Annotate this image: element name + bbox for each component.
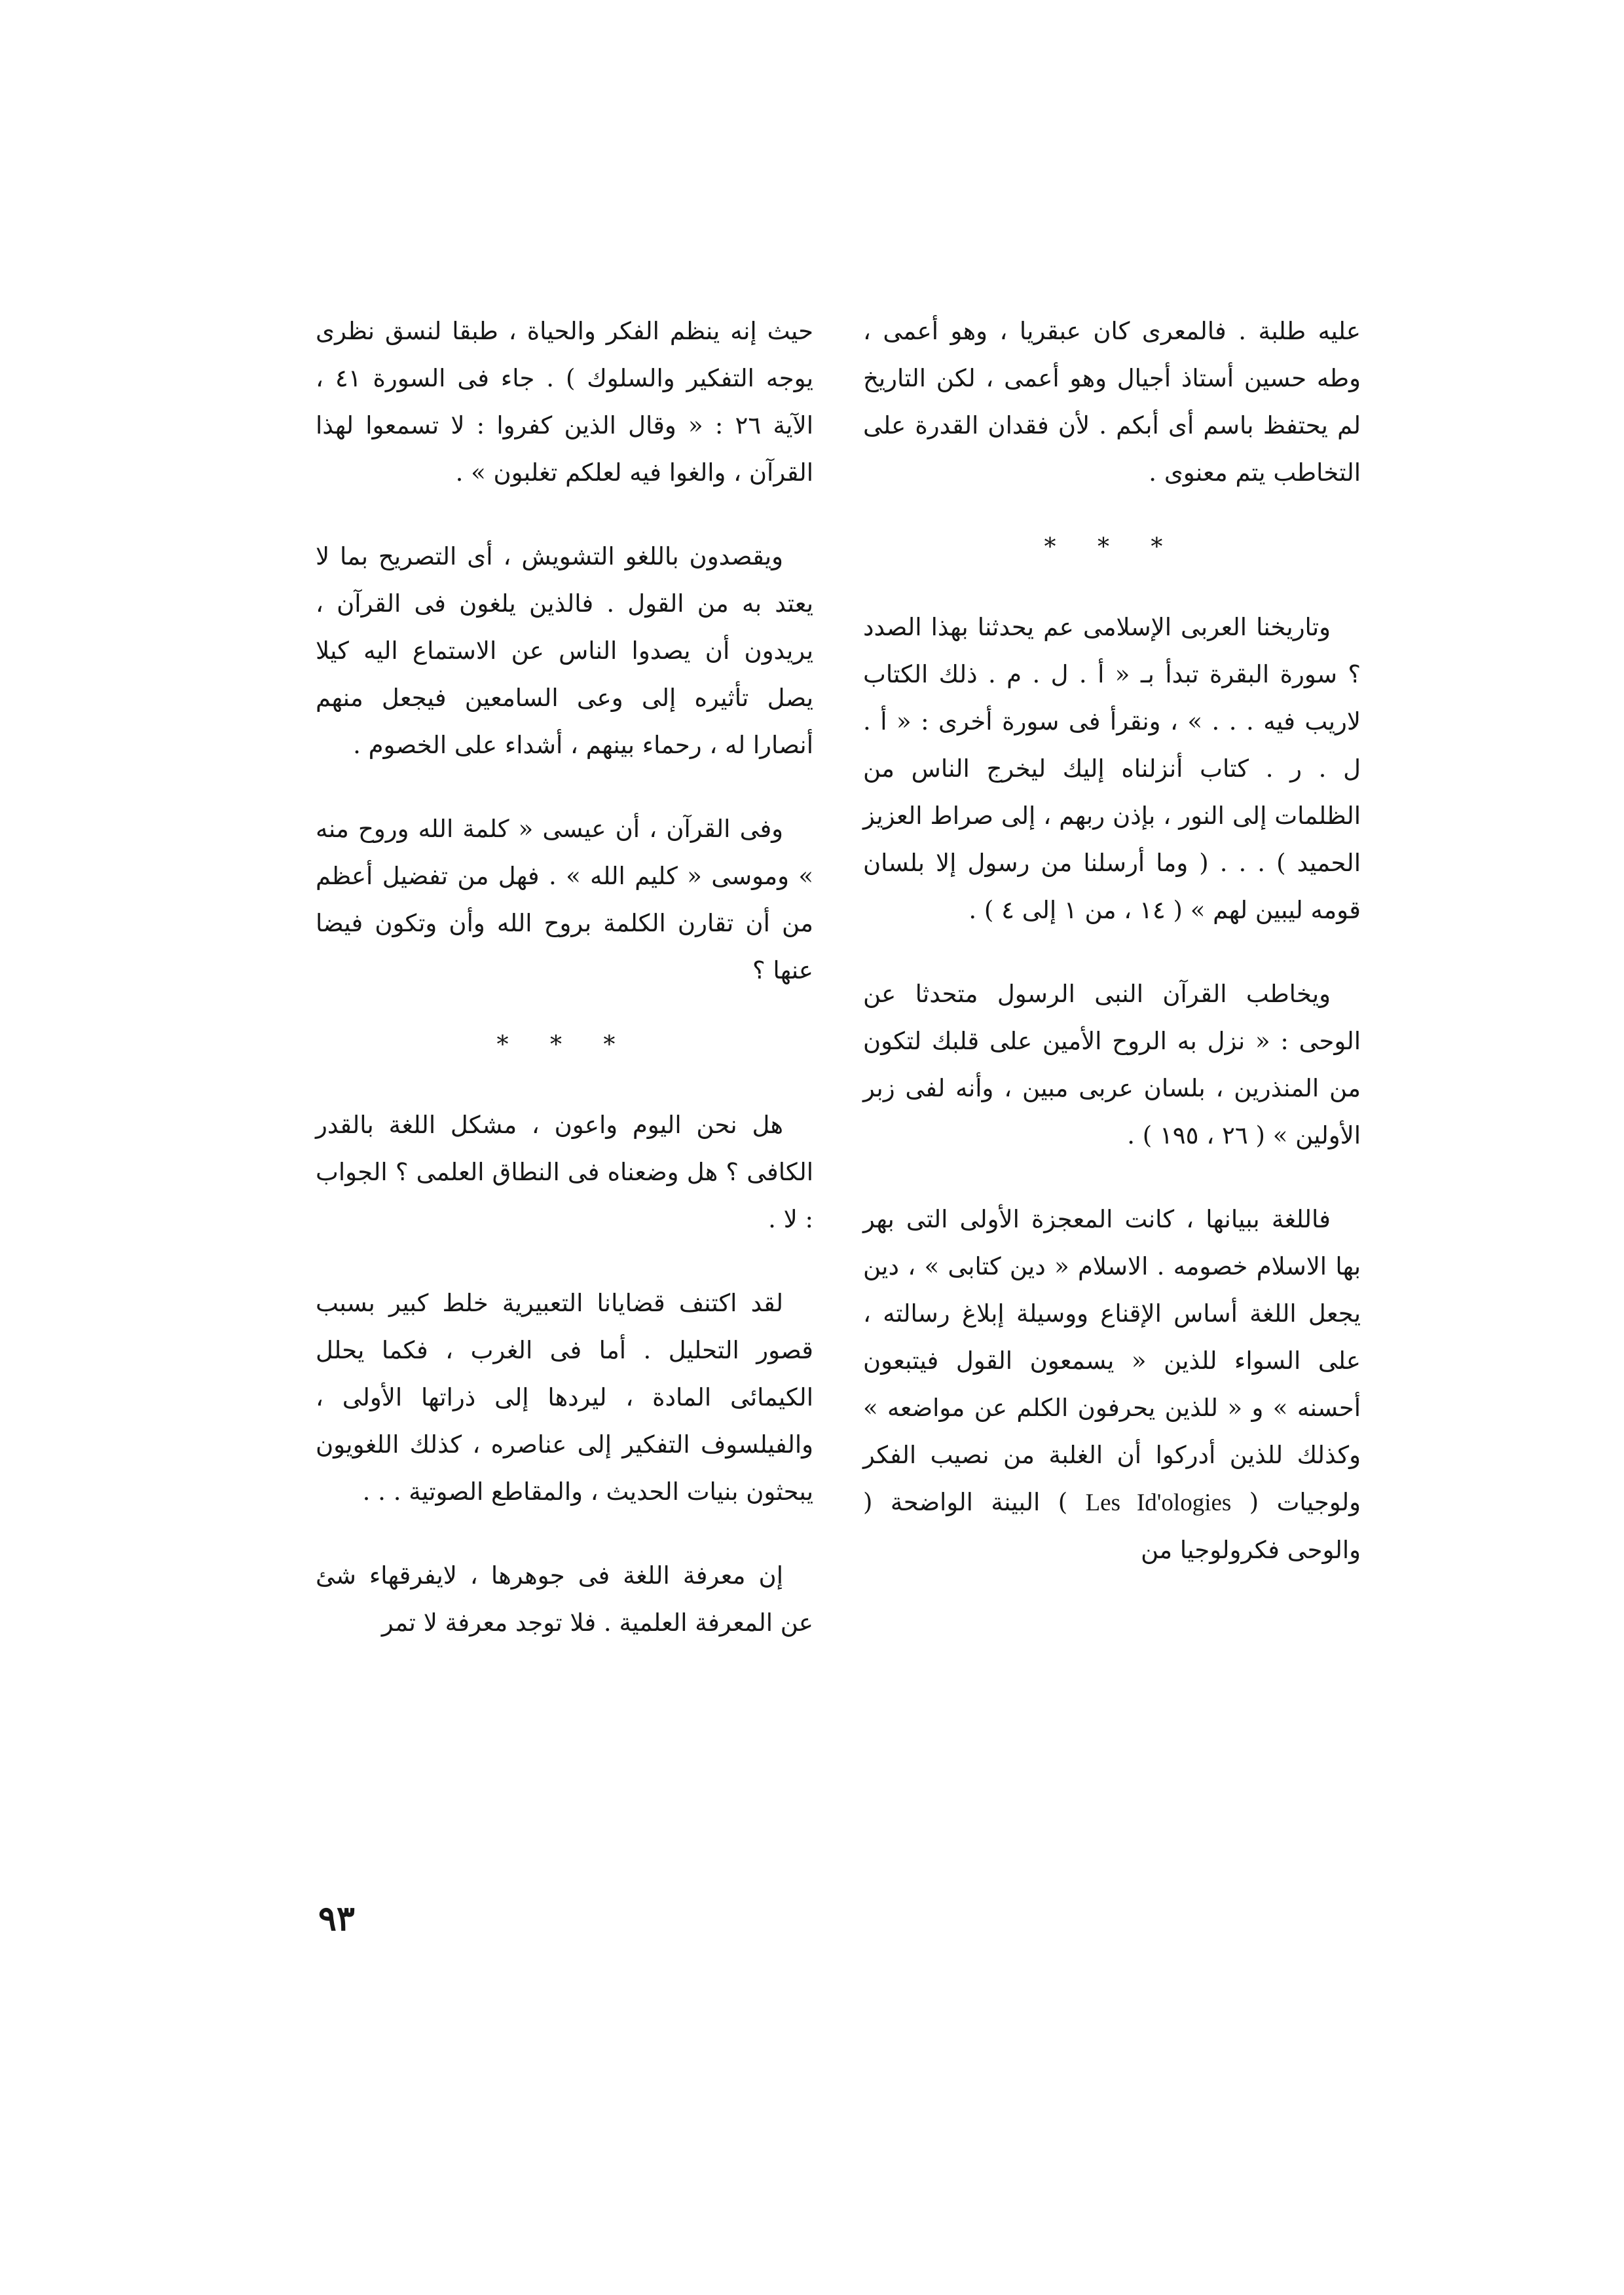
- paragraph: ويقصدون باللغو التشويش ، أى التصريح بما لا يعتد به من القول . فالذين يلغون فى القرآن ، يريدون أن يصدوا الناس عن الاستماع اليه كيلا يصل تأثيره إلى وعى السامعين فيجعل منهم أنصارا له ، رحماء بينهم ، أشداء على الخصوم .: [316, 542, 813, 759]
- paragraph: [863, 1196, 1361, 1574]
- right-column: [863, 308, 1361, 1611]
- paragraph-text: فاللغة ببيانها ، كانت المعجزة الأولى التى بهر بها الاسلام خصومه . الاسلام « دين كتابى » ، دين يجعل اللغة أساس الإقناع ووسيلة إبلاغ رسالته ، على السواء للذين « يسمعون القول فيتبعون أحسنه » و « للذين يحرفون الكلم عن مواضعه » وكذلك للذين أدركوا أن الغلبة من نصيب الفكر ولوجيات (: [863, 1205, 1361, 1516]
- paragraph: إن معرفة اللغة فى جوهرها ، لايفرقهاء شئ عن المعرفة العلمية . فلا توجد معرفة لا تمر: [316, 1561, 813, 1637]
- paragraph: ويخاطب القرآن النبى الرسول متحدثا عن الوحى : « نزل به الروح الأمين على قلبك لتكون من المنذرين ، بلسان عربى مبين ، وأنه لفى زبر الأولين » ( ٢٦ ، ١٩٥ ) .: [863, 980, 1361, 1149]
- latin-term: Les Id'ologies: [1085, 1489, 1232, 1516]
- left-column: [316, 308, 813, 1683]
- paragraph: هل نحن اليوم واعون ، مشكل اللغة بالقدر الكافى ؟ هل وضعناه فى النطاق العلمى ؟ الجواب : لا .: [316, 1111, 813, 1233]
- paragraph: وتاريخنا العربى الإسلامى عم يحدثنا بهذا الصدد ؟ سورة البقرة تبدأ بـ « أ . ل . م . ذلك الكتاب لاريب فيه . . . » ، ونقرأ فى سورة أخرى : « أ . ل . ر . كتاب أنزلناه إليك ليخرج الناس من الظلمات إلى النور ، بإذن ربهم ، إلى صراط العزيز الحميد ) . . . ( وما أرسلنا من رسول إلا بلسان قومه ليبين لهم » ( ١٤ ، من ١ إلى ٤ ) .: [863, 613, 1361, 924]
- section-separator: * * *: [1044, 534, 1180, 561]
- paragraph: حيث إنه ينظم الفكر والحياة ، طبقا لنسق نظرى يوجه التفكير والسلوك ) . جاء فى السورة ٤١ ، الآية ٢٦ : « وقال الذين كفروا : لا تسمعوا لهذا القرآن ، والغوا فيه لعلكم تغلبون » .: [316, 317, 813, 487]
- paragraph-text: ) البينة الواضحة ( والوحى فكرولوجيا من: [863, 1488, 1361, 1564]
- paragraph: لقد اكتنف قضايانا التعبيرية خلط كبير بسبب قصور التحليل . أما فى الغرب ، فكما يحلل الكيمائى المادة ، ليردها إلى ذراتها الأولى ، والفيلسوف التفكير إلى عناصره ، كذلك اللغويون يبحثون بنيات الحديث ، والمقاطع الصوتية . . .: [316, 1289, 813, 1506]
- paragraph: عليه طلبة . فالمعرى كان عبقريا ، وهو أعمى ، وطه حسين أستاذ أجيال وهو أعمى ، لكن التاريخ لم يحتفظ باسم أى أبكم . لأن فقدان القدرة على التخاطب يتم معنوى .: [863, 317, 1361, 487]
- page-number: ٩٣: [318, 1899, 355, 1939]
- paragraph: وفى القرآن ، أن عيسى « كلمة الله وروح منه » وموسى « كليم الله » . فهل من تفضيل أعظم من أن تقارن الكلمة بروح الله وأن وتكون فيضا عنها ؟: [316, 815, 813, 984]
- section-separator: * * *: [496, 1032, 633, 1058]
